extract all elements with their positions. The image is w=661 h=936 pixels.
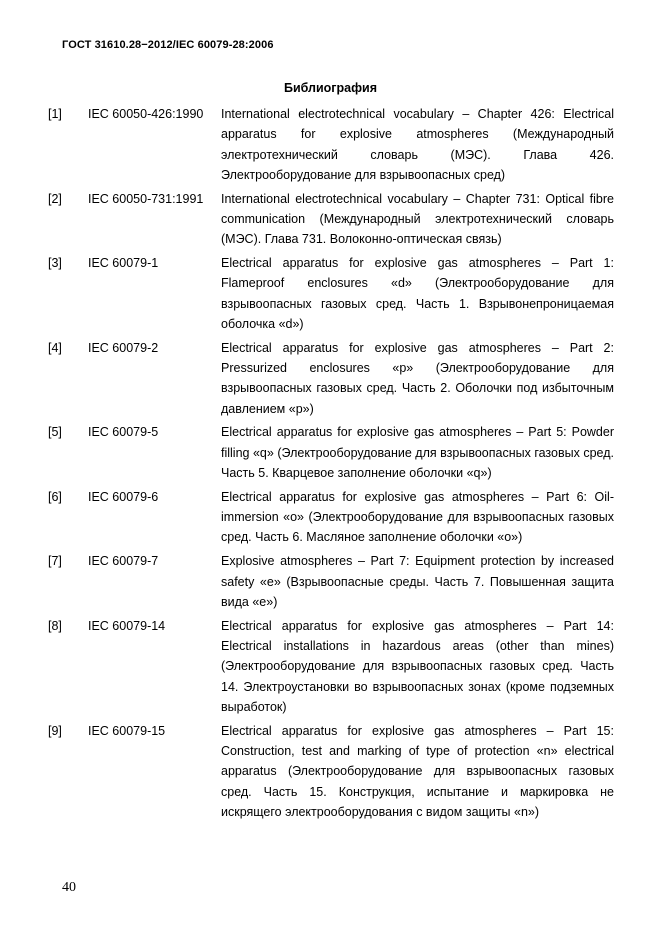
entry-number: [5] [48, 425, 62, 440]
bibliography-entry-7 [48, 551, 614, 612]
entry-description: Electrical apparatus for explosive gas atmospheres – Part 1: Flameproof enclosures «d» (Электрооборудование для взрывоопасных газовых сред. Часть 1. Взрывонепроницаемая оболочка «d») [221, 256, 614, 331]
entry-description: Electrical apparatus for explosive gas atmospheres – Part 6: Oil-immersion «o» (Электрооборудование для взрывоопасных газовых сред. Часть 6. Масляное заполнение оболочки «o») [221, 489, 614, 545]
entry-standard: IEC 60079-6 [88, 489, 159, 504]
entry-number: [6] [48, 489, 62, 504]
entry-standard: IEC 60079-5 [88, 425, 159, 440]
entry-description: International electrotechnical vocabulary – Chapter 731: Optical fibre communication (Международный электротехнический словарь (МЭС). Глава 731. Волоконно-оптическая связь) [221, 191, 614, 247]
bibliography-entry-1 [48, 104, 614, 185]
bibliography-entry-5 [48, 422, 614, 483]
entry-description: Electrical apparatus for explosive gas atmospheres – Part 15: Construction, test and marking of type of protection «n» electrical apparatus (Электрооборудование для взрывоопасных газовых сред. Часть 15. Конструкция, испытание и маркировка не искрящего электрооборудования с видом защиты «n») [221, 723, 614, 819]
entry-number: [4] [48, 340, 62, 355]
document-code-header: ГОСТ 31610.28−2012/IEC 60079-28:2006 [62, 39, 274, 51]
entry-number: [8] [48, 618, 62, 633]
page-number: 40 [62, 880, 76, 895]
entry-number: [1] [48, 107, 62, 121]
entry-number: [7] [48, 554, 62, 569]
entry-standard: IEC 60079-7 [88, 554, 159, 569]
entry-standard: IEC 60050-731:1991 [88, 191, 204, 206]
entry-number: [2] [48, 191, 62, 206]
entry-standard: IEC 60079-14 [88, 618, 166, 633]
bibliography-entry-6 [48, 487, 614, 548]
bibliography-entry-2 [48, 189, 614, 250]
section-title: Библиография [283, 81, 378, 95]
bibliography-entry-8 [48, 616, 614, 717]
entry-description: International electrotechnical vocabulary – Chapter 426: Electrical apparatus for explosive atmospheres (Международный электротехнический словарь (МЭС). Глава 426. Электрооборудование для взрывоопасных сред) [221, 107, 614, 182]
entry-description: Electrical apparatus for explosive gas atmospheres – Part 5: Powder filling «q» (Электрооборудование для взрывоопасных газовых сред. Часть 5. Кварцевое заполнение оболочки «q») [221, 425, 614, 481]
entry-description: Electrical apparatus for explosive gas atmospheres – Part 14: Electrical installations in hazardous areas (other than mines) (Электрооборудование для взрывоопасных газовых сред. Часть 14. Электроустановки во взрывоопасных зонах (кроме подземных выработок) [221, 618, 614, 714]
entry-standard: IEC 60079-15 [88, 723, 166, 738]
entry-description: Electrical apparatus for explosive gas atmospheres – Part 2: Pressurized enclosures «p» (Электрооборудование для взрывоопасных газовых сред. Часть 2. Оболочки под избыточным давлением «p») [221, 340, 614, 416]
bibliography-list [48, 104, 614, 826]
entry-standard: IEC 60050-426:1990 [88, 107, 204, 121]
bibliography-entry-9 [48, 721, 614, 822]
entry-standard: IEC 60079-2 [88, 340, 159, 355]
bibliography-entry-4 [48, 338, 614, 419]
entry-number: [9] [48, 723, 62, 738]
entry-description: Explosive atmospheres – Part 7: Equipment protection by increased safety «e» (Взрывоопасные среды. Часть 7. Повышенная защита вида «e») [221, 554, 614, 609]
entry-standard: IEC 60079-1 [88, 256, 159, 271]
entry-number: [3] [48, 256, 62, 271]
bibliography-entry-3 [48, 253, 614, 334]
